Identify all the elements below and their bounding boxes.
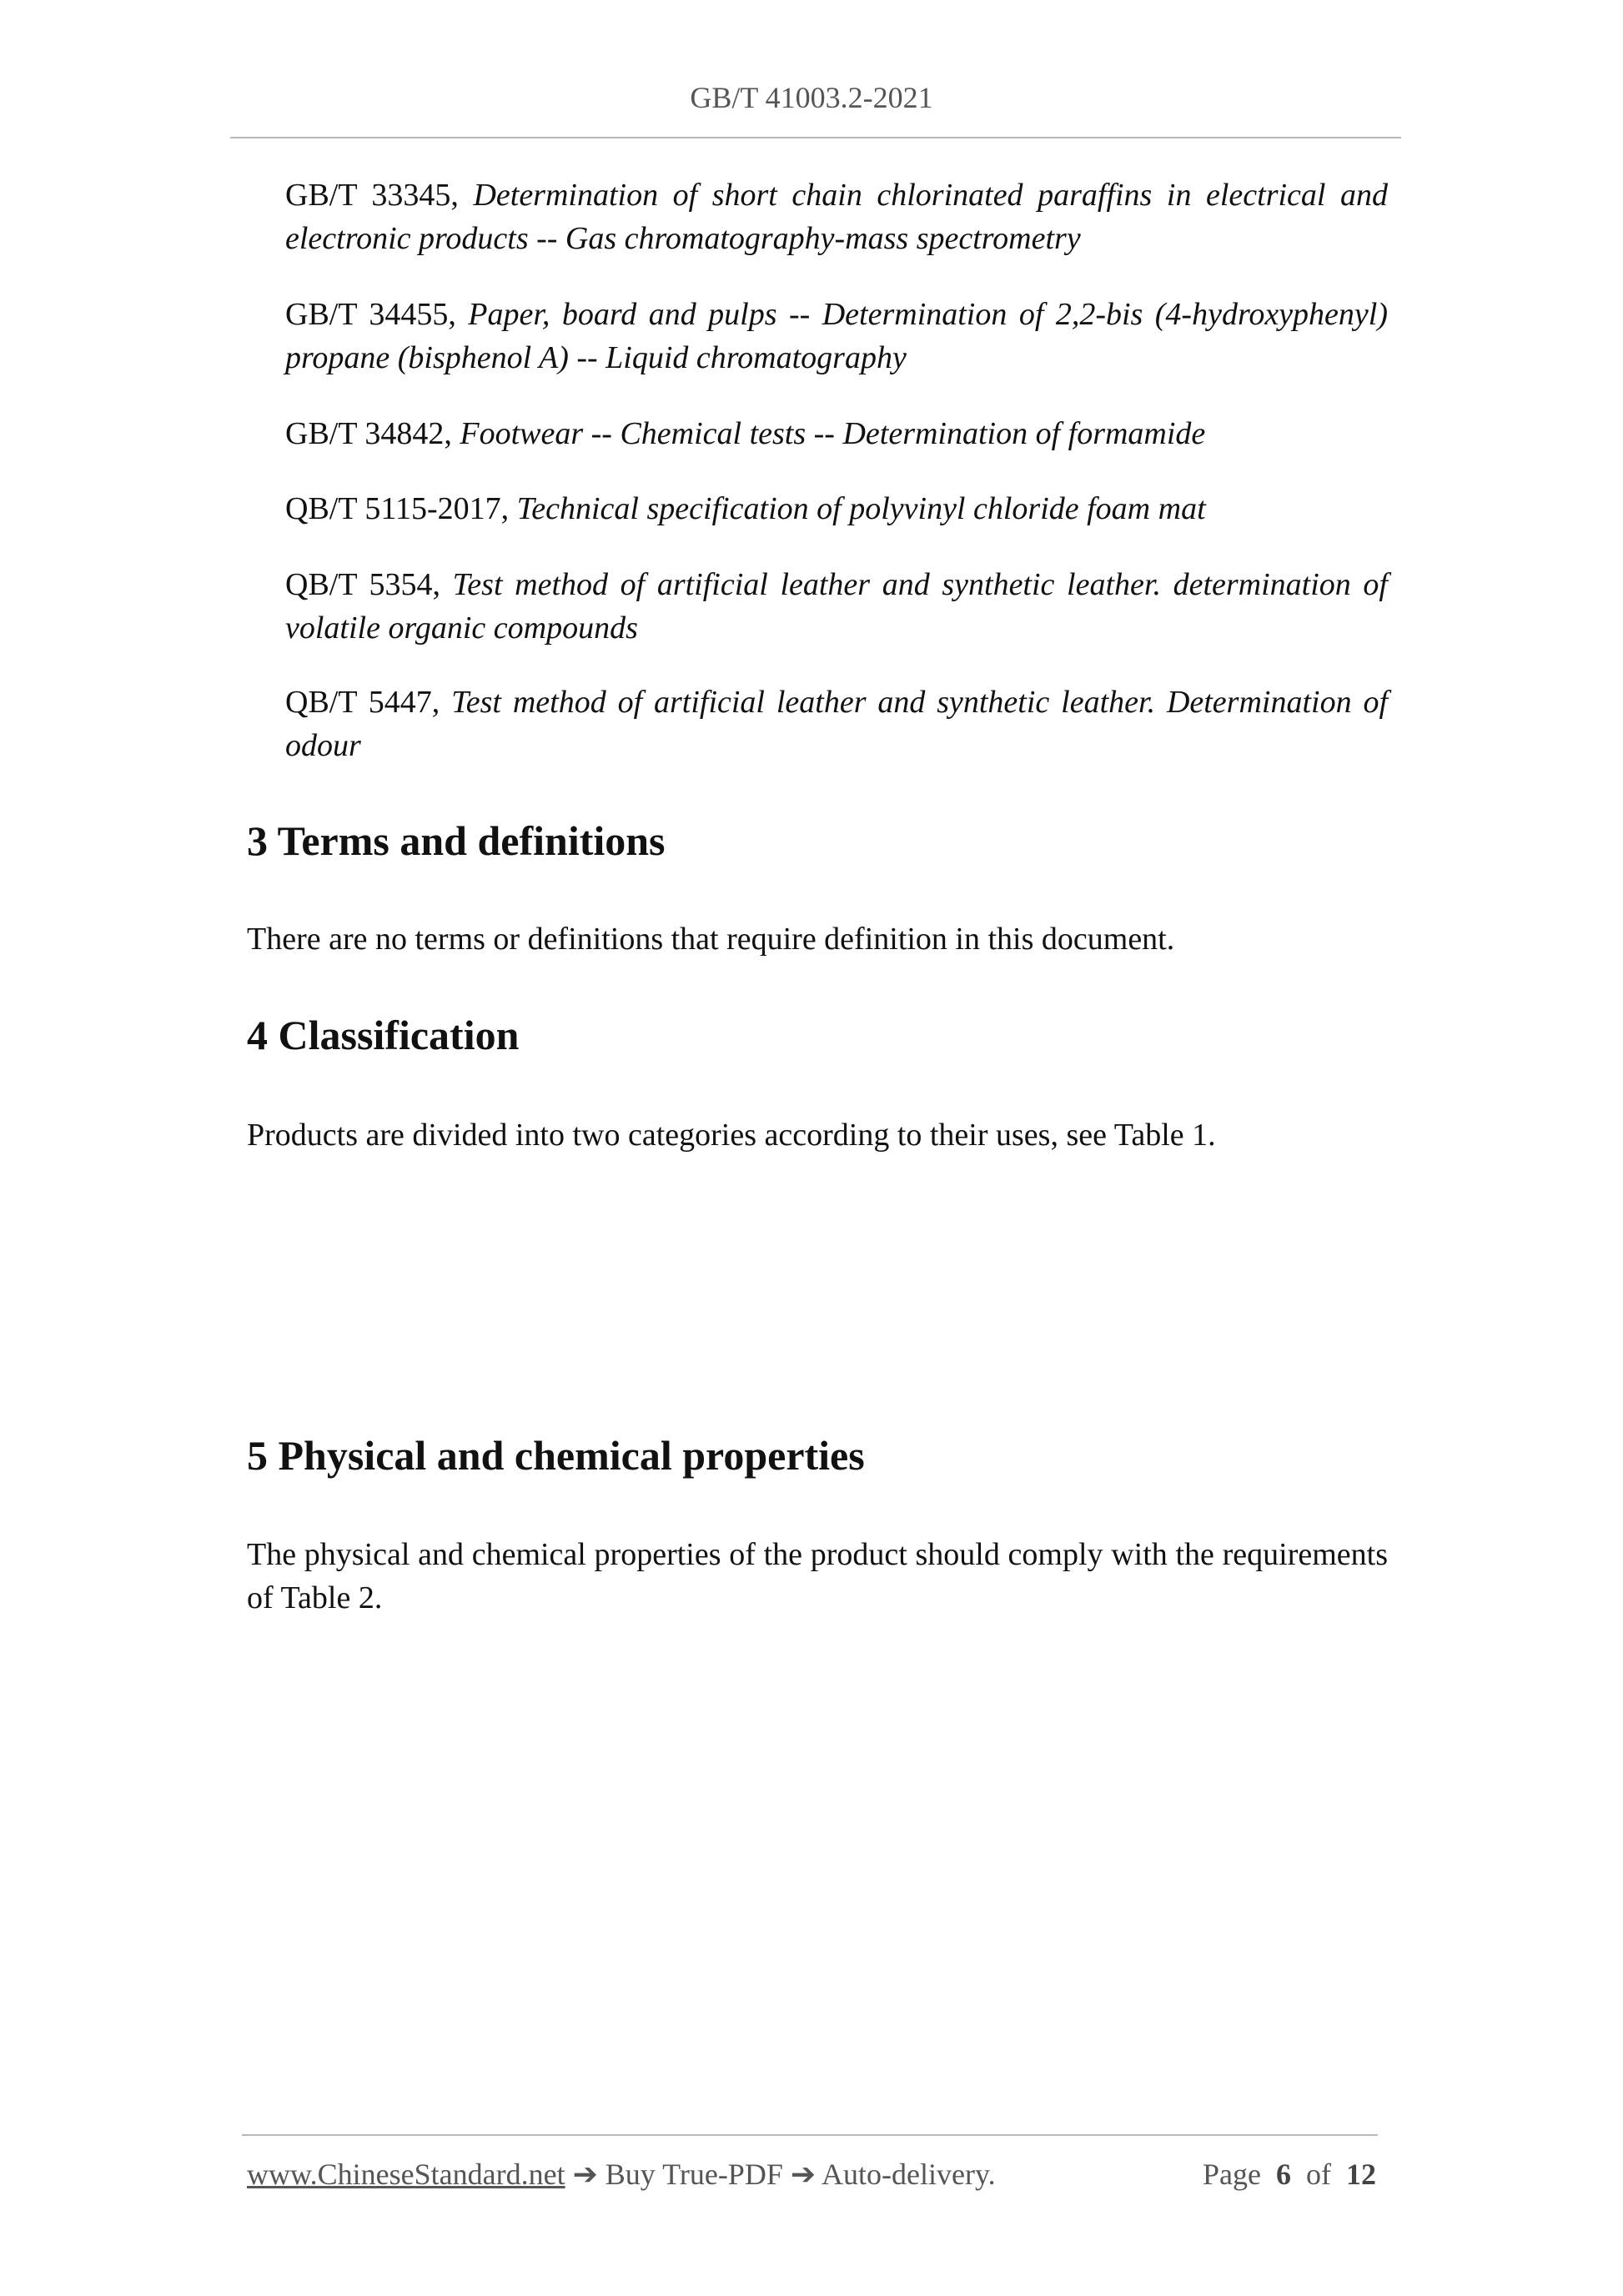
reference-item — [285, 681, 1388, 767]
of-label: of — [1306, 2158, 1331, 2191]
reference-title: Paper, board and pulps -- Determination of 2,2-bis (4-hydroxyphenyl) propane (bisphenol A) -- Liquid chromatography — [285, 297, 1389, 375]
total-pages: 12 — [1346, 2158, 1376, 2191]
reference-item — [285, 487, 1388, 530]
header-divider — [230, 137, 1401, 138]
website-link[interactable]: www.ChineseStandard.net — [247, 2158, 565, 2191]
reference-code: GB/T 34842, — [285, 416, 460, 451]
reference-title: Test method of artificial leather and synthetic leather. determination of volatile organic compounds — [285, 567, 1388, 646]
section-heading-terms: 3 Terms and definitions — [247, 817, 666, 864]
reference-item — [285, 173, 1388, 260]
reference-title: Determination of short chain chlorinated paraffins in electrical and electronic products -- Gas chromatography-mass spectrometry — [285, 178, 1388, 256]
reference-code: QB/T 5115-2017, — [285, 491, 517, 526]
page-header-title: GB/T 41003.2-2021 — [690, 81, 933, 114]
footer-divider — [242, 2134, 1378, 2136]
section-heading-classification: 4 Classification — [247, 1012, 520, 1058]
buy-text: Buy True-PDF — [605, 2158, 783, 2191]
arrow-icon: ➔ — [790, 2158, 817, 2191]
page-number: 6 — [1276, 2158, 1291, 2191]
section-heading-properties: 5 Physical and chemical properties — [247, 1432, 865, 1479]
reference-title: Technical specification of polyvinyl chloride foam mat — [516, 491, 1206, 526]
page-label: Page — [1203, 2158, 1261, 2191]
delivery-text: Auto-delivery. — [822, 2158, 996, 2191]
reference-title: Test method of artificial leather and synthetic leather. Determination of odour — [285, 685, 1389, 763]
footer-promo — [247, 2157, 996, 2192]
section-text-terms: There are no terms or definitions that require definition in this document. — [247, 922, 1175, 957]
reference-code: QB/T 5447, — [285, 685, 452, 720]
arrow-icon: ➔ — [572, 2158, 598, 2191]
reference-code: GB/T 33345, — [285, 178, 474, 213]
section-text-classification: Products are divided into two categories according to their uses, see Table 1. — [247, 1118, 1216, 1153]
reference-title: Footwear -- Chemical tests -- Determination of formamide — [460, 416, 1206, 451]
page-indicator — [1203, 2157, 1376, 2192]
reference-code: QB/T 5354, — [285, 567, 453, 602]
reference-item — [285, 412, 1388, 455]
reference-code: GB/T 34455, — [285, 297, 469, 332]
reference-item — [285, 563, 1388, 650]
reference-item — [285, 293, 1388, 379]
section-text-properties: The physical and chemical properties of the product should comply with the requirements of Table 2. — [247, 1537, 1388, 1615]
